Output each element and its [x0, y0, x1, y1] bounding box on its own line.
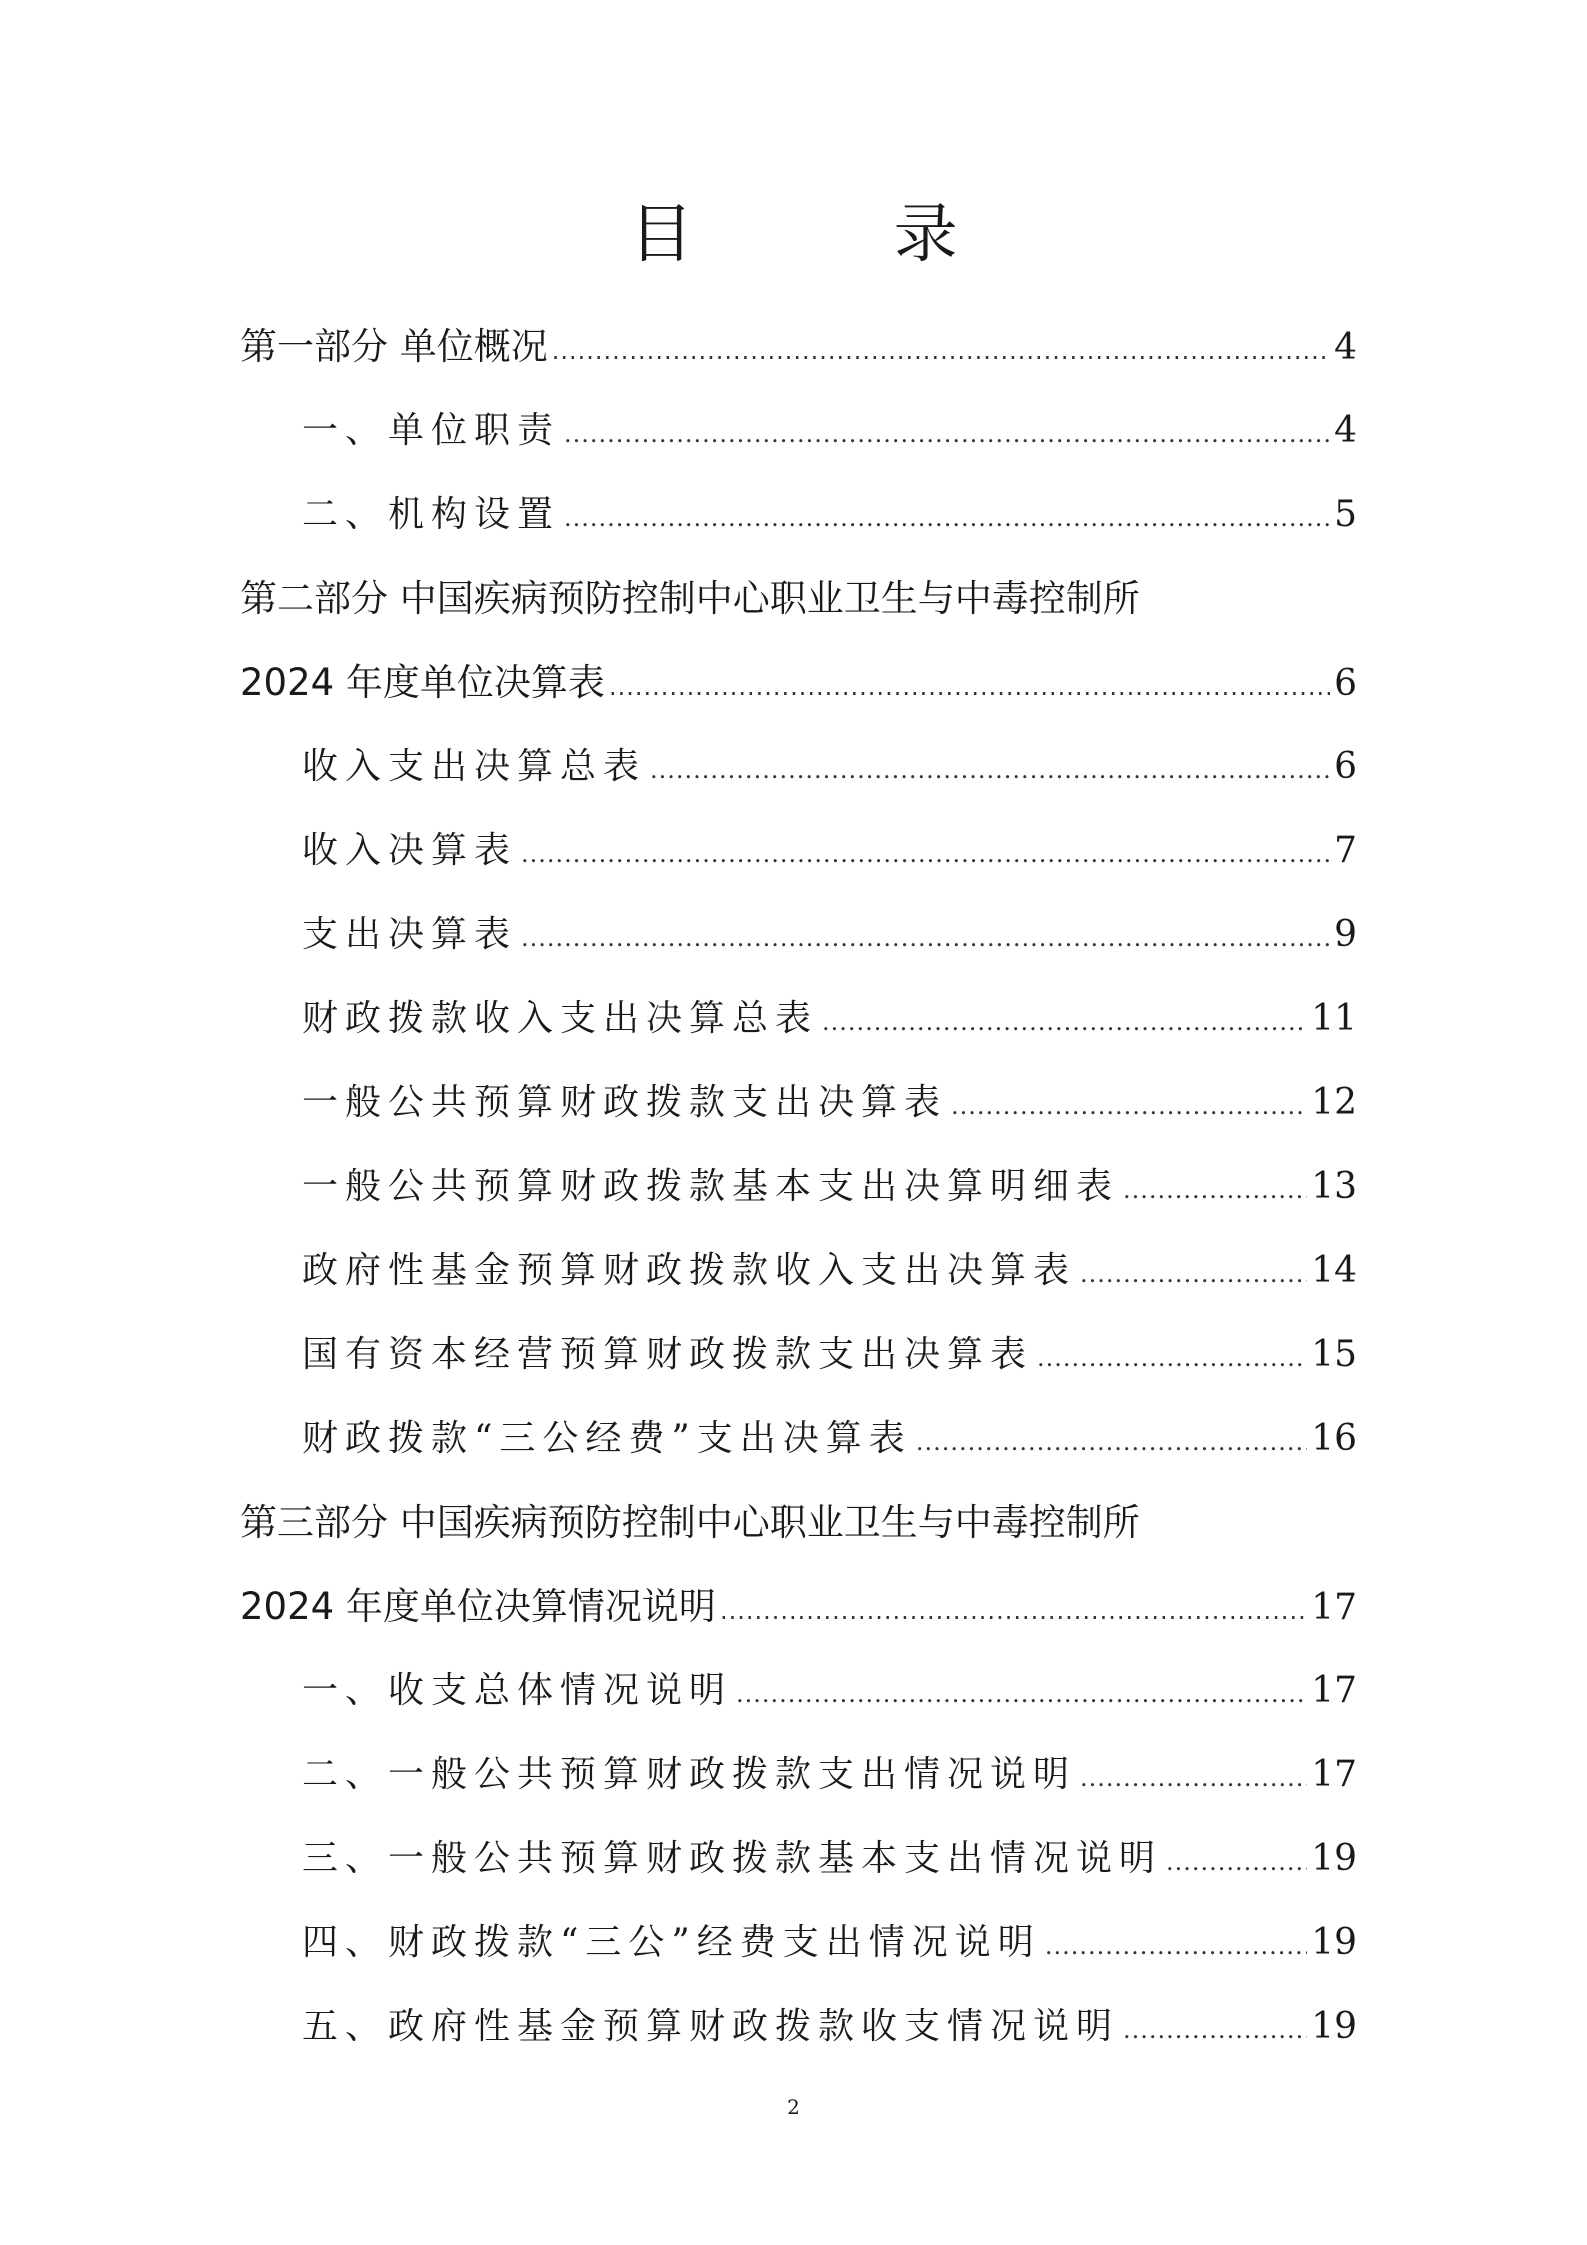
toc-entry-text: 二、一般公共预算财政拨款支出情况说明 [302, 1754, 1077, 1795]
toc-entry-page: 4 [1334, 410, 1357, 451]
toc-entry[interactable] [240, 473, 1357, 557]
toc-leader-dots [564, 392, 1330, 476]
toc-entry-part-2-heading[interactable] [240, 557, 1357, 641]
toc-entry-text: 第一部分 单位概况 [240, 325, 548, 368]
toc-entry[interactable] [240, 977, 1357, 1061]
toc-entry[interactable] [240, 1397, 1357, 1481]
toc-entry[interactable] [240, 1649, 1357, 1733]
page-number: 2 [787, 2095, 800, 2119]
toc-leader-dots [1080, 1232, 1307, 1316]
toc-leader-dots [1123, 1988, 1307, 2072]
toc-entry-text: 一般公共预算财政拨款基本支出决算明细表 [302, 1166, 1120, 1207]
toc-leader-dots [564, 476, 1330, 560]
toc-entry[interactable] [240, 1901, 1357, 1985]
toc-leader-dots [1166, 1820, 1307, 1904]
toc-entry-part-2[interactable] [240, 641, 1357, 725]
toc-entry[interactable] [240, 1733, 1357, 1817]
toc-entry-text: 支出决算表 [302, 914, 518, 955]
toc-entry[interactable] [240, 725, 1357, 809]
toc-entry-page: 17 [1311, 1754, 1357, 1795]
toc-entry-page: 17 [1311, 1670, 1357, 1711]
toc-entry-text: 二、机构设置 [302, 494, 561, 535]
toc-title: 目 录 [629, 198, 1048, 272]
toc-entry-text: 政府性基金预算财政拨款收入支出决算表 [302, 1250, 1077, 1291]
toc-entry-text: 国有资本经营预算财政拨款支出决算表 [302, 1334, 1034, 1375]
toc-leader-dots [951, 1064, 1307, 1148]
toc-entry[interactable] [240, 1145, 1357, 1229]
toc-entry-part-3[interactable] [240, 1565, 1357, 1649]
toc-entry[interactable] [240, 1229, 1357, 1313]
toc-leader-dots [552, 309, 1330, 393]
toc-entry-page: 12 [1311, 1082, 1357, 1123]
toc-leader-dots [650, 728, 1330, 812]
toc-leader-dots [916, 1400, 1307, 1484]
toc-entry-page: 7 [1334, 830, 1357, 871]
toc-entry-page: 6 [1334, 663, 1357, 704]
toc-entry-part-1[interactable] [240, 305, 1357, 389]
toc-entry-text: 一、收支总体情况说明 [302, 1670, 733, 1711]
toc-entry-page: 14 [1311, 1250, 1357, 1291]
toc-entry-page: 9 [1334, 914, 1357, 955]
toc-entry-text: 2024 年度单位决算情况说明 [240, 1585, 716, 1628]
toc-entry-text: 2024 年度单位决算表 [240, 661, 605, 704]
toc-entry-text: 第二部分 中国疾病预防控制中心职业卫生与中毒控制所 [240, 577, 1140, 620]
toc-leader-dots [1080, 1736, 1307, 1820]
toc-entry[interactable] [240, 389, 1357, 473]
toc-entry[interactable] [240, 1313, 1357, 1397]
toc-entry-text: 三、一般公共预算财政拨款基本支出情况说明 [302, 1838, 1163, 1879]
toc-entry-page: 17 [1311, 1587, 1357, 1628]
toc-entry[interactable] [240, 809, 1357, 893]
table-of-contents [240, 305, 1357, 2069]
toc-entry-part-3-heading[interactable] [240, 1481, 1357, 1565]
toc-entry-page: 15 [1311, 1334, 1357, 1375]
toc-entry-page: 6 [1334, 746, 1357, 787]
toc-leader-dots [822, 980, 1307, 1064]
toc-entry-page: 13 [1311, 1166, 1357, 1207]
toc-entry-text: 财政拨款收入支出决算总表 [302, 998, 819, 1039]
toc-entry-page: 16 [1311, 1418, 1357, 1459]
toc-entry-page: 5 [1334, 494, 1357, 535]
toc-entry[interactable] [240, 893, 1357, 977]
toc-entry-text: 一、单位职责 [302, 410, 561, 451]
toc-entry-text: 收入决算表 [302, 830, 518, 871]
toc-entry-text: 收入支出决算总表 [302, 746, 647, 787]
toc-entry-text: 第三部分 中国疾病预防控制中心职业卫生与中毒控制所 [240, 1501, 1140, 1544]
toc-entry[interactable] [240, 1985, 1357, 2069]
toc-leader-dots [609, 645, 1330, 729]
toc-entry-page: 19 [1311, 2006, 1357, 2047]
toc-entry[interactable] [240, 1817, 1357, 1901]
toc-entry-text: 财政拨款“三公经费”支出决算表 [302, 1418, 912, 1459]
toc-entry-page: 19 [1311, 1922, 1357, 1963]
toc-entry-text: 五、政府性基金预算财政拨款收支情况说明 [302, 2006, 1120, 2047]
toc-leader-dots [1037, 1316, 1307, 1400]
toc-entry-text: 四、财政拨款“三公”经费支出情况说明 [302, 1922, 1041, 1963]
toc-entry[interactable] [240, 1061, 1357, 1145]
toc-leader-dots [521, 812, 1330, 896]
toc-entry-page: 11 [1311, 998, 1357, 1039]
toc-leader-dots [720, 1569, 1307, 1653]
toc-leader-dots [736, 1652, 1307, 1736]
toc-leader-dots [1123, 1148, 1307, 1232]
toc-entry-page: 4 [1334, 327, 1357, 368]
toc-entry-text: 一般公共预算财政拨款支出决算表 [302, 1082, 948, 1123]
toc-leader-dots [521, 896, 1330, 980]
toc-entry-page: 19 [1311, 1838, 1357, 1879]
toc-leader-dots [1045, 1904, 1307, 1988]
